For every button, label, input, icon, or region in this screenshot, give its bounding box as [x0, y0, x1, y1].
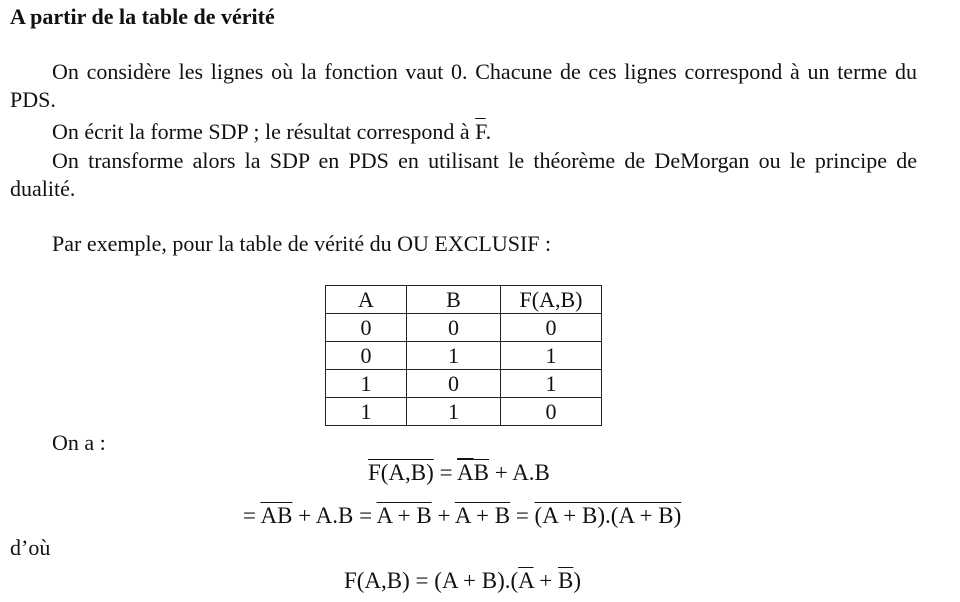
cell-b: 1 [407, 342, 501, 370]
paragraph-4: Par exemple, pour la table de vérité du OU EXCLUSIF : [52, 231, 552, 256]
section-heading: A partir de la table de vérité [10, 4, 275, 29]
cell-a: 0 [326, 342, 407, 370]
eq3-text: $F(A,B) = (A + B).(\overline{A} + \overline{B})$ [344, 568, 582, 593]
eq2-lead: = [243, 503, 261, 528]
table-row [326, 314, 602, 342]
paragraph-3: On transforme alors la SDP en PDS en utilisant le théorème de DeMorgan ou le principe de dualité. [10, 148, 917, 201]
eq2-mid2: = [510, 503, 535, 528]
header-a: A [326, 286, 407, 314]
header-f: F(A,B) [501, 286, 602, 314]
truth-table [325, 285, 602, 426]
eq1-equals: = [433, 460, 458, 485]
cell-a: 0 [326, 314, 407, 342]
eq1-lhs: F(A,B) [368, 460, 434, 485]
eq1-term2: A.B [512, 460, 550, 485]
cell-f: 1 [501, 342, 602, 370]
paragraph-2-end: . [485, 119, 492, 144]
eq2-term4: (A + B).(A + B) [534, 503, 682, 528]
truth-table-header-row [326, 286, 602, 314]
cell-b: 0 [407, 370, 501, 398]
cell-b: 1 [407, 398, 501, 426]
eq1-term1: $\overline{A}\overline{B}$ [457, 460, 489, 485]
eq2-plus: + [431, 503, 455, 528]
on-a-label: On a : [52, 430, 106, 455]
eq1-plus: + [488, 460, 513, 485]
cell-f: 0 [501, 398, 602, 426]
cell-f: 1 [501, 370, 602, 398]
eq2-term3: A + B [454, 503, 511, 528]
f-bar-symbol: $\overline{F}$ [475, 119, 486, 144]
table-row [326, 370, 602, 398]
cell-f: 0 [501, 314, 602, 342]
cell-b: 0 [407, 314, 501, 342]
cell-a: 1 [326, 398, 407, 426]
equation-2 [243, 503, 681, 529]
eq2-term1: $\overline{A}\overline{B}$ [260, 503, 293, 528]
paragraph-2 [52, 118, 932, 146]
dou-label: d’où [10, 535, 51, 560]
header-b: B [407, 286, 501, 314]
eq2-mid1: + A.B = [292, 503, 377, 528]
paragraph-1: On considère les lignes où la fonction vaut 0. Chacune de ces lignes correspond à un terme du PDS. [10, 59, 917, 112]
paragraph-2-text: On écrit la forme SDP ; le résultat correspond à [52, 119, 476, 144]
table-row [326, 398, 602, 426]
cell-a: 1 [326, 370, 407, 398]
table-row [326, 342, 602, 370]
equation-1 [368, 460, 550, 486]
eq2-term2: A + B [376, 503, 432, 528]
equation-3 [344, 568, 581, 594]
